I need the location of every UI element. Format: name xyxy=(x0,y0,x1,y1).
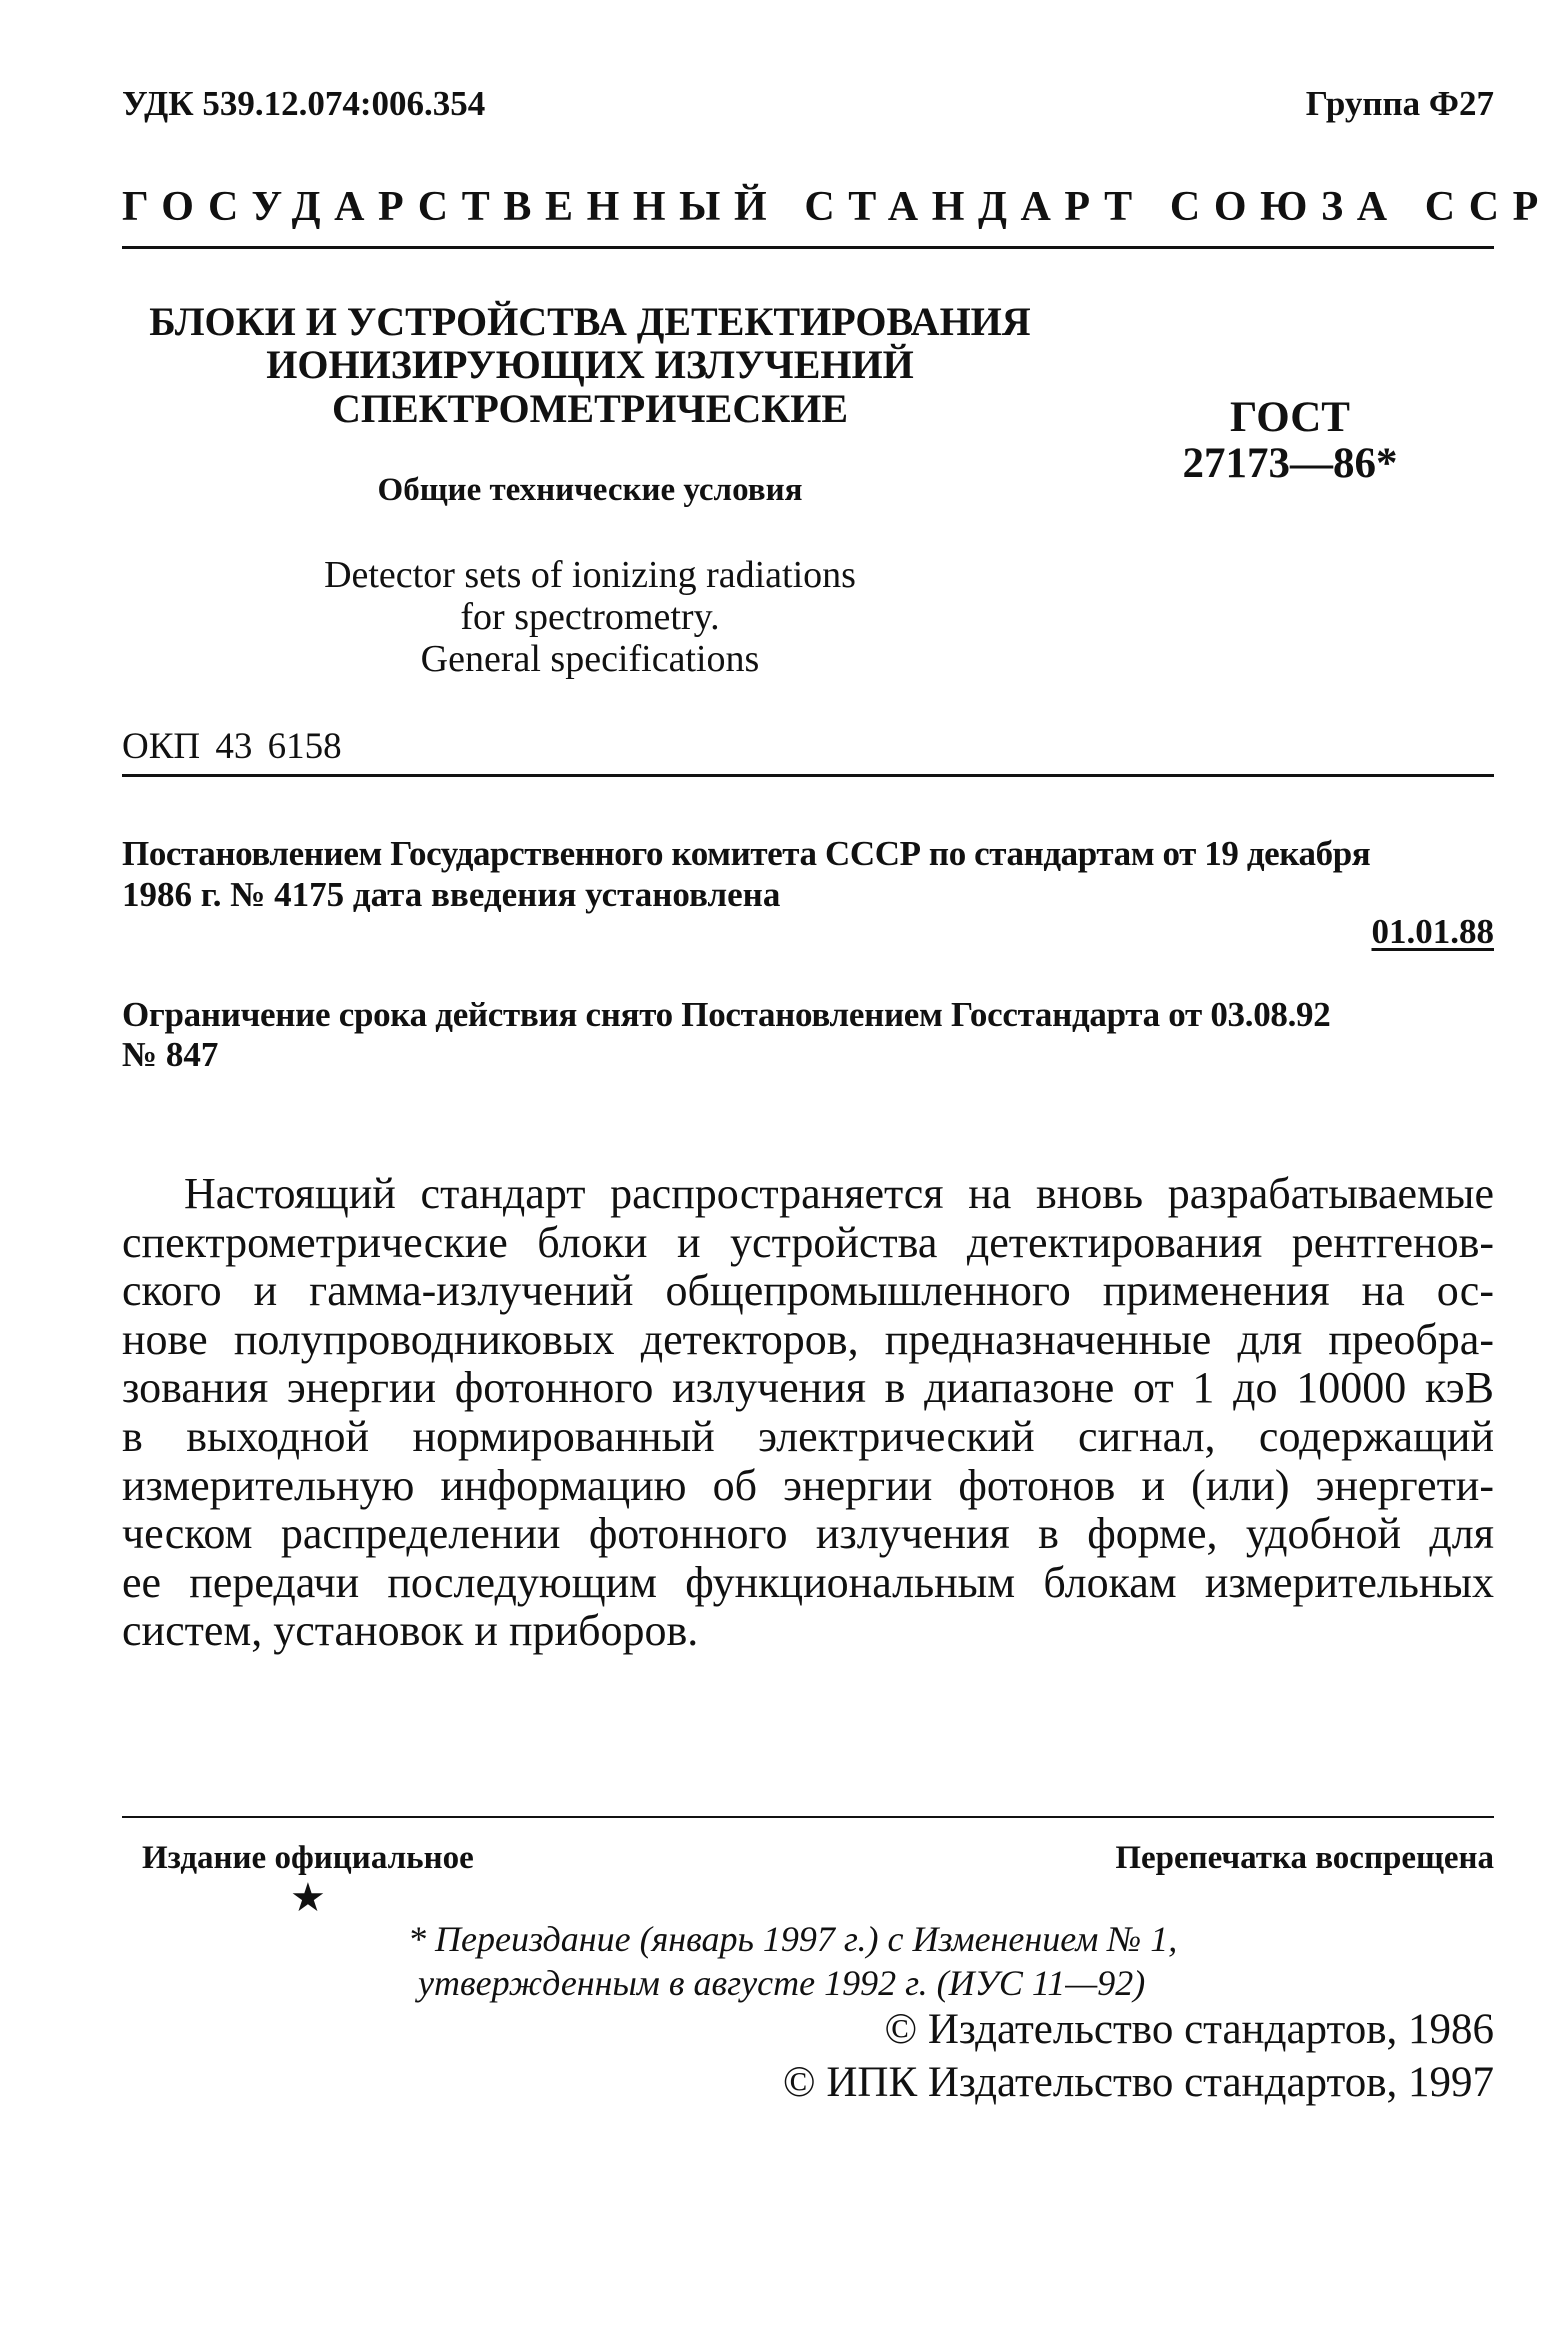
okp-rule xyxy=(122,774,1494,777)
paragraph-line: нове полупроводниковых детекторов, предназначенные для преобра- xyxy=(122,1314,1494,1364)
standard-title: ГОСУДАРСТВЕННЫЙ СТАНДАРТ СОЮЗА ССР xyxy=(122,184,1552,230)
copyright-1986: © Издательство стандартов, 1986 xyxy=(884,2006,1494,2053)
title-subtitle: Общие технические условия xyxy=(377,472,803,508)
title-line-1: БЛОКИ И УСТРОЙСТВА ДЕТЕКТИРОВАНИЯ xyxy=(149,299,1031,344)
okp-code: ОКП 43 6158 xyxy=(122,726,342,767)
reprint-prohibited-label: Перепечатка воспрещена xyxy=(1115,1840,1494,1876)
english-title-line-3: General specifications xyxy=(420,638,760,680)
decree-line-1: Постановлением Государственного комитета СССР по стандартам от 19 декабря xyxy=(122,834,1371,873)
paragraph-line: ее передачи последующим функциональным блокам измерительных xyxy=(122,1557,1494,1607)
restriction-line-1: Ограничение срока действия снято Постановлением Госстандарта от 03.08.92 xyxy=(122,995,1331,1034)
reissue-note-line-2: утвержденным в августе 1992 г. (ИУС 11—92) xyxy=(418,1963,1146,2003)
paragraph-line: измерительную информацию об энергии фотонов и (или) энергети- xyxy=(122,1460,1494,1510)
gost-number: 27173—86* xyxy=(1182,440,1398,487)
paragraph-line: зования энергии фотонного излучения в диапазоне от 1 до 10000 кэВ xyxy=(122,1363,1494,1413)
header-rule xyxy=(122,246,1494,249)
paragraph-line: спектрометрические блоки и устройства детектирования рентгенов- xyxy=(122,1217,1494,1267)
scope-paragraph xyxy=(122,1170,1494,1656)
paragraph-line: Настоящий стандарт распространяется на вновь разрабатываемые xyxy=(184,1169,1494,1218)
udk-code: УДК 539.12.074:006.354 xyxy=(122,84,486,123)
title-line-2: ИОНИЗИРУЮЩИХ ИЗЛУЧЕНИЙ xyxy=(266,342,914,387)
official-edition-label: Издание официальное xyxy=(142,1840,474,1876)
paragraph-line: ческом распределении фотонного излучения в форме, удобной для xyxy=(122,1509,1494,1559)
decree-date: 01.01.88 xyxy=(1371,912,1494,951)
reissue-note-line-1: * Переиздание (январь 1997 г.) с Изменением № 1, xyxy=(408,1919,1178,1959)
copyright-1997: © ИПК Издательство стандартов, 1997 xyxy=(782,2059,1494,2106)
restriction-line-2: № 847 xyxy=(122,1035,219,1074)
gost-label: ГОСТ xyxy=(1230,394,1350,441)
group-code: Группа Ф27 xyxy=(1305,84,1494,123)
paragraph-line: систем, установок и приборов. xyxy=(122,1606,699,1656)
english-title-line-1: Detector sets of ionizing radiations xyxy=(324,554,856,596)
star-icon: ★ xyxy=(290,1875,326,1920)
decree-line-2: 1986 г. № 4175 дата введения установлена xyxy=(122,875,781,914)
footer-rule xyxy=(122,1816,1494,1818)
paragraph-line: ского и гамма-излучений общепромышленного применения на ос- xyxy=(122,1266,1494,1316)
paragraph-line: в выходной нормированный электрический сигнал, содержащий xyxy=(122,1411,1494,1461)
english-title-line-2: for spectrometry. xyxy=(460,596,720,638)
title-line-3: СПЕКТРОМЕТРИЧЕСКИЕ xyxy=(331,386,849,431)
